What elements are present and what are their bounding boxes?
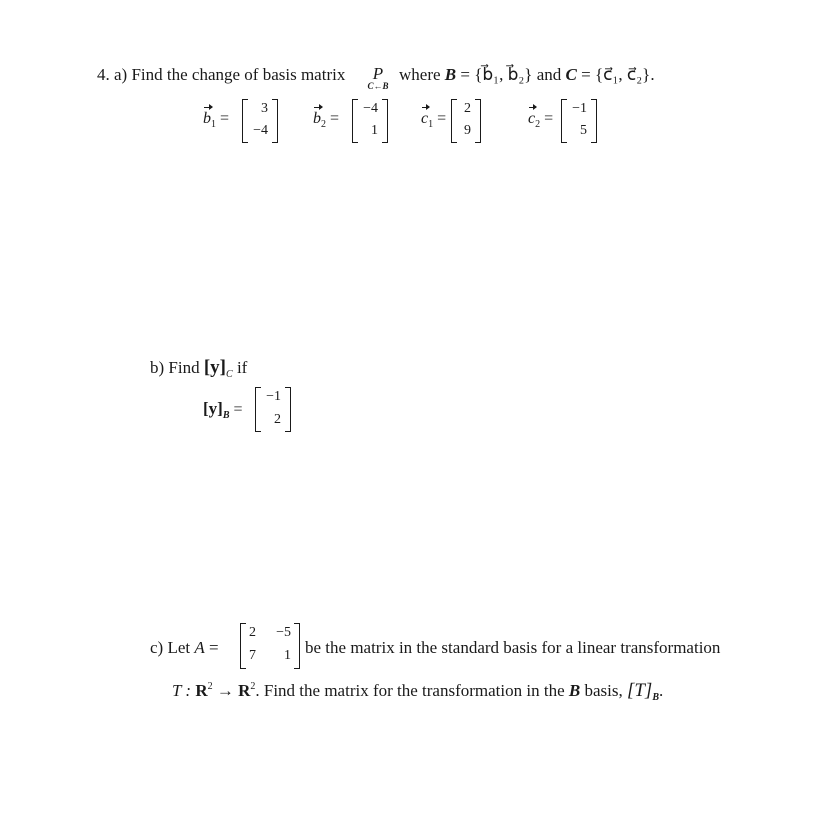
part-c-label: c) xyxy=(150,638,164,657)
T-map: T : xyxy=(172,681,192,700)
part-b-heading xyxy=(150,357,247,379)
y-B-symbol: [y] xyxy=(203,399,223,418)
T-B-bracket: [T] xyxy=(626,680,653,701)
R-domain: R xyxy=(195,681,208,700)
b2-entry-1: −4 xyxy=(363,101,378,116)
B-set: = {b⃗₁, b⃗₂} xyxy=(460,65,533,84)
y-B-subscript: B xyxy=(222,410,230,421)
A-21: 7 xyxy=(249,648,256,663)
b2-name: b xyxy=(313,110,321,127)
b2-entry-2: 1 xyxy=(371,123,378,138)
part-b-label: b) xyxy=(150,358,165,377)
if-text: if xyxy=(236,358,248,377)
c2-index: 2 xyxy=(535,119,541,130)
y-B-label: $[y]_B$ = xyxy=(203,399,243,421)
c1-entry-1: 2 xyxy=(464,101,471,116)
y-B-entry-1: −1 xyxy=(266,389,281,404)
part-c-transformation-line xyxy=(172,680,663,702)
b2-index: 2 xyxy=(321,119,326,130)
b1-label: $b_1$ = xyxy=(203,110,230,130)
R-domain-power: 2 xyxy=(207,681,213,692)
final-period: . xyxy=(659,681,664,700)
b1-matrix xyxy=(242,99,278,143)
A-11: 2 xyxy=(249,625,256,640)
P-subscript: C←B xyxy=(367,81,389,91)
part-b-find: Find xyxy=(168,358,200,377)
c1-label: $c_1$ = xyxy=(421,110,447,130)
C-basis-symbol: C xyxy=(565,65,577,84)
find-text: . Find the matrix for the transformation in the xyxy=(255,681,565,700)
C-set: = {c⃗₁, c⃗₂}. xyxy=(581,65,655,84)
map-arrow: → xyxy=(216,681,234,700)
c2-entry-2: 5 xyxy=(580,123,587,138)
B-basis-symbol: B xyxy=(444,65,457,84)
b1-entry-1: 3 xyxy=(261,101,268,116)
c1-matrix xyxy=(451,99,481,143)
y-C-subscript: C xyxy=(226,369,233,380)
A-matrix xyxy=(240,623,300,669)
b2-matrix xyxy=(352,99,388,143)
where-text: where xyxy=(399,65,441,84)
y-B-entry-2: 2 xyxy=(274,412,281,427)
b2-label: $b_2$ = xyxy=(313,110,340,130)
c2-name: c xyxy=(528,110,536,127)
R-codomain-power: 2 xyxy=(250,681,256,692)
T-B-subscript: B xyxy=(652,692,659,703)
b1-name: b xyxy=(203,110,211,127)
part-a-heading xyxy=(97,65,345,85)
R-codomain: R xyxy=(238,681,251,700)
change-of-basis-symbol xyxy=(363,65,393,91)
A-12: −5 xyxy=(276,625,291,640)
y-C-symbol: [y] xyxy=(203,357,227,378)
and-text: and xyxy=(536,65,562,84)
A-22: 1 xyxy=(284,648,291,663)
c2-label: $c_2$ = xyxy=(528,110,554,130)
let-text: Let xyxy=(167,638,191,657)
A-symbol: A xyxy=(194,638,205,657)
b1-index: 1 xyxy=(211,119,216,130)
y-B-matrix xyxy=(255,387,291,432)
c2-matrix xyxy=(561,99,597,143)
part-a-sets xyxy=(399,65,655,85)
part-a-text: Find the change of basis matrix xyxy=(131,65,346,84)
part-a-label: a) xyxy=(114,65,128,84)
c1-name: c xyxy=(421,110,429,127)
B-basis-ref: B xyxy=(568,681,581,700)
problem-number: 4. xyxy=(97,65,110,84)
part-c-description: be the matrix in the standard basis for a linear transformation xyxy=(305,638,721,657)
c2-entry-1: −1 xyxy=(572,101,587,116)
c1-entry-2: 9 xyxy=(464,123,471,138)
basis-text: basis, xyxy=(584,681,623,700)
c1-index: 1 xyxy=(428,119,434,130)
b1-entry-2: −4 xyxy=(253,123,268,138)
P-symbol: P xyxy=(372,64,384,83)
part-c-let: c) Let A = xyxy=(150,638,219,657)
